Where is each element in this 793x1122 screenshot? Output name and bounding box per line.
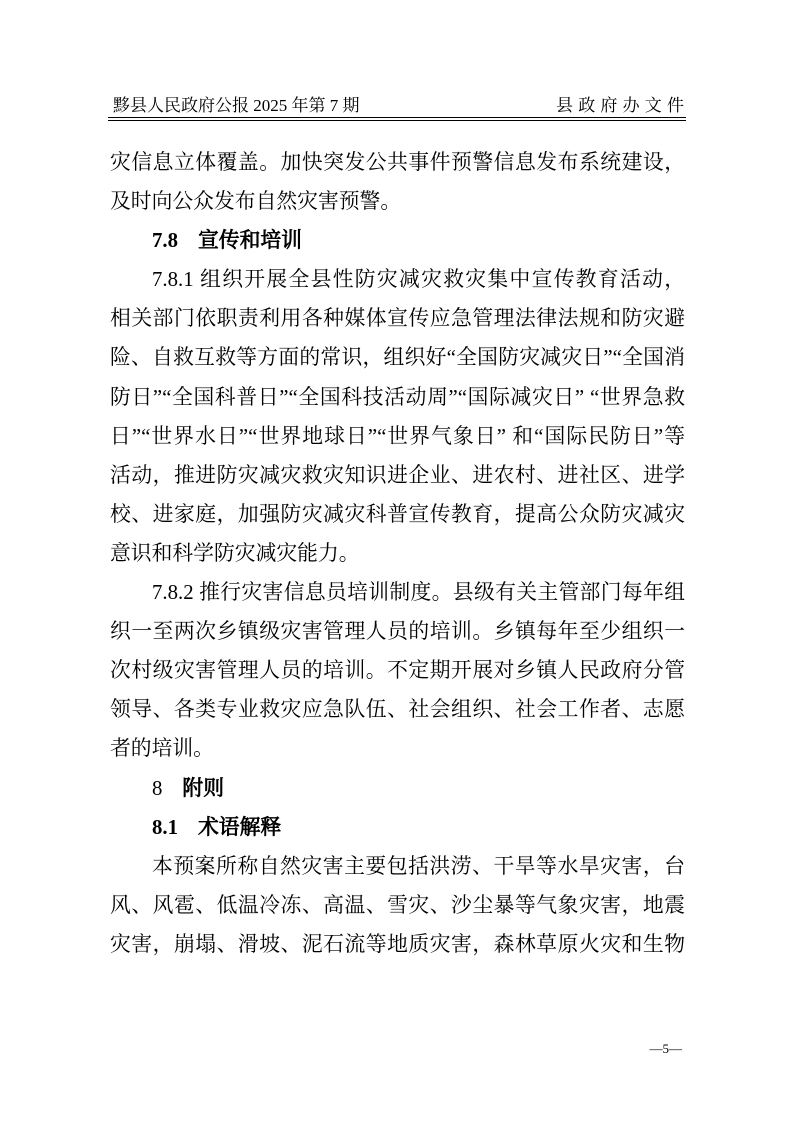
paragraph-line: 灾信息立体覆盖。加快突发公共事件预警信息发布系统建设， (110, 151, 685, 174)
section-number: 7.8 (152, 229, 178, 253)
paragraph-line: 者的培训。 (110, 737, 214, 761)
section-number: 8.1 (152, 815, 178, 839)
issue-number: 2025 年第 7 期 (253, 96, 360, 115)
paragraph-line (110, 573, 685, 612)
gazette-title: 黟县人民政府公报 (113, 96, 249, 115)
body-text (110, 143, 685, 964)
paragraph-line: 次村级灾害管理人员的培训。不定期开展对乡镇人民政府分管 (110, 659, 685, 683)
clause-number: 7.8.2 (152, 581, 194, 605)
paragraph-line: 风、风雹、低温冷冻、高温、雪灾、沙尘暴等气象灾害，地震 (110, 893, 685, 917)
section-number: 8 (152, 776, 163, 800)
paragraph-line: 本预案所称自然灾害主要包括洪涝、干旱等水旱灾害，台 (152, 854, 685, 878)
page-number: —5— (649, 1041, 682, 1056)
paragraph-line: 意识和科学防灾减灾能力。 (110, 541, 360, 565)
paragraph-line: 防日”“全国科普日”“全国科技活动周”“国际减灾日” “世界急救 (110, 385, 685, 409)
paragraph-line: 织一至两次乡镇级灾害管理人员的培训。乡镇每年至少组织一 (110, 620, 685, 644)
paragraph-line: 日”“世界水日”“世界地球日”“世界气象日” 和“国际民防日”等 (110, 424, 685, 448)
clause-number: 7.8.1 (152, 268, 194, 292)
section-title: 术语解释 (198, 815, 282, 839)
paragraph-line: 及时向公众发布自然灾害预警。 (110, 190, 402, 214)
document-category: 县政府办文件 (556, 96, 684, 115)
clause-text: 推行灾害信息员培训制度。县级有关主管部门每年组 (199, 581, 685, 605)
header-rule (108, 117, 686, 121)
paragraph-line: 领导、各类专业救灾应急队伍、社会组织、社会工作者、志愿 (110, 698, 685, 722)
section-title: 宣传和培训 (198, 229, 302, 253)
paragraph-line: 险、自救互救等方面的常识，组织好“全国防灾减灾日”“全国消 (110, 346, 685, 370)
section-heading (110, 769, 685, 808)
section-heading (110, 808, 685, 847)
section-heading (110, 221, 685, 260)
gazette-header (113, 94, 360, 118)
paragraph-line (110, 260, 685, 299)
paragraph-line: 活动，推进防灾减灾救灾知识进企业、进农村、进社区、进学 (110, 463, 685, 487)
paragraph-line: 校、进家庭，加强防灾减灾科普宣传教育，提高公众防灾减灾 (110, 502, 685, 526)
section-title: 附则 (182, 776, 224, 800)
paragraph-line: 相关部门依职责利用各种媒体宣传应急管理法律法规和防灾避 (110, 307, 685, 331)
paragraph-line: 灾害，崩塌、滑坡、泥石流等地质灾害，森林草原火灾和生物 (110, 932, 685, 956)
clause-text: 组织开展全县性防灾减灾救灾集中宣传教育活动， (200, 268, 686, 292)
